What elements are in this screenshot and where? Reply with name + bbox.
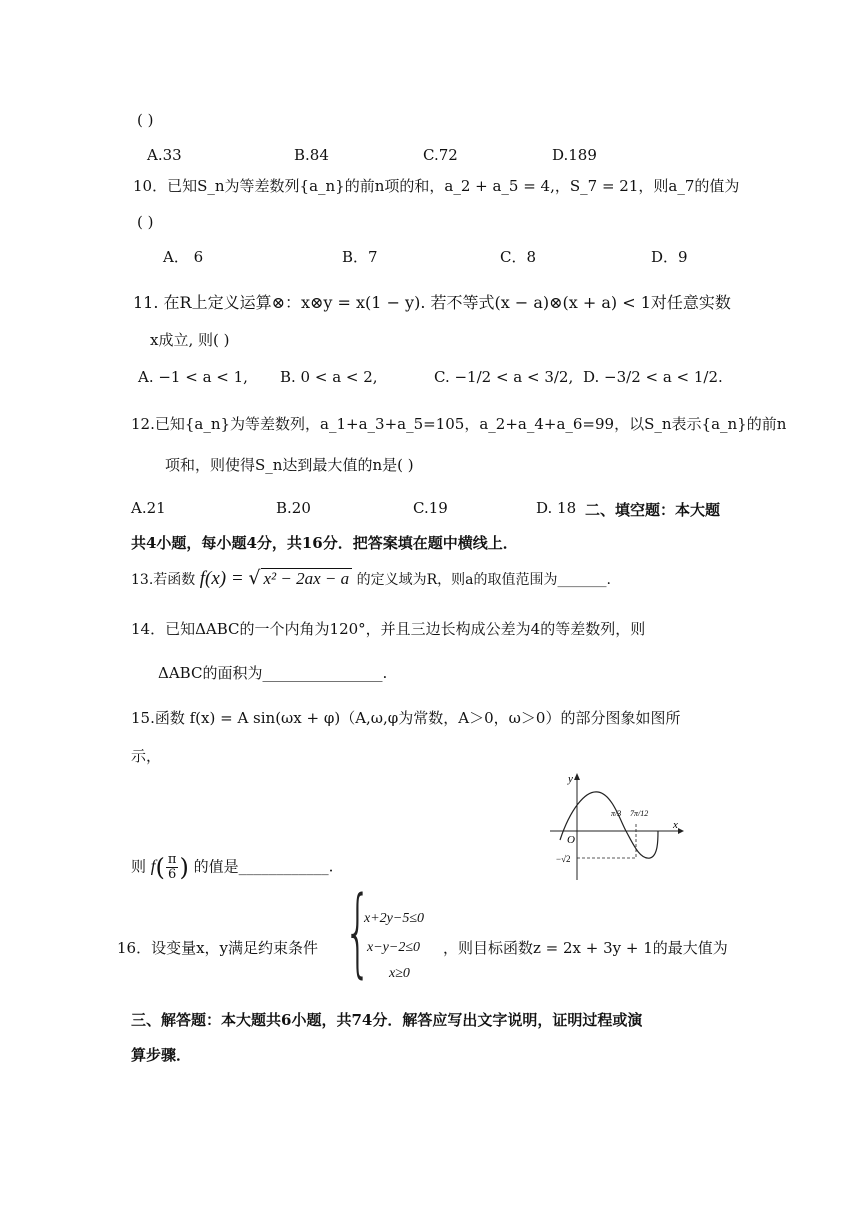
q16-prefix: 16．设变量x，y满足约束条件	[117, 939, 319, 957]
q10-option-b: B．7	[342, 248, 378, 266]
q15-line1: 15.函数 f(x) = A sin(ωx + φ)（A,ω,φ为常数，A＞0，ω＞0）的部分图象如图所	[131, 709, 681, 727]
y-axis-label: y	[568, 773, 573, 785]
tick-pi-over-3-label: π/3	[611, 809, 622, 818]
origin-label: O	[567, 834, 575, 846]
q13-line: 13.若函数 f(x) = √ x² − 2ax − a 的定义域为R，则a的取值范围为_______.	[131, 567, 611, 589]
sine-curve	[560, 792, 658, 858]
q10-answer-paren: ( )	[137, 213, 154, 231]
q9-answer-paren: ( )	[137, 111, 154, 129]
neg-sqrt2-label: −√2	[556, 854, 571, 864]
q16-constraint-2: x−y−2≤0	[367, 940, 421, 955]
q10-option-a: A． 6	[163, 248, 204, 266]
q16-constraint-1: x+2y−5≤0	[364, 911, 425, 926]
q11-option-c: C. −1/2 < a < 3/2,	[434, 368, 574, 386]
q9-option-d: D.189	[552, 146, 597, 164]
q12-option-b: B.20	[276, 499, 311, 517]
q10-stem: 10．已知S_n为等差数列{a_n}的前n项的和，a_2 + a_5 = 4,，S_7 = 21，则a_7的值为	[133, 177, 740, 195]
q16-constraint-3: x≥0	[389, 966, 410, 981]
q14-line2: ΔABC的面积为________________.	[158, 664, 388, 682]
q12-stem-cont: 项和，则使得S_n达到最大值的n是( )	[165, 456, 414, 474]
q10-option-d: D．9	[651, 248, 688, 266]
section2-heading-part2: 共4小题，每小题4分，共16分．把答案填在题中横线上．	[131, 534, 518, 552]
q12-option-c: C.19	[413, 499, 448, 517]
q9-option-a: A.33	[147, 146, 182, 164]
q12-option-d: D. 18	[536, 499, 577, 517]
q15-line3: 则 f( $\frac{\pi}{6}$ ) 的值是____________.	[131, 852, 334, 882]
q15-line3-prefix: 则	[131, 857, 147, 876]
constraint-brace: {	[344, 876, 372, 988]
tick-7pi-over-12-label: 7π/12	[630, 809, 649, 818]
q13-function: f(x) =	[199, 568, 249, 589]
q13-prefix: 13.若函数	[131, 572, 196, 588]
q15-sine-graph	[540, 770, 690, 885]
y-axis-arrow-icon	[574, 773, 580, 780]
x-axis-arrow-icon	[678, 828, 684, 834]
q13-radicand: x² − 2ax − a	[261, 568, 353, 588]
q16-suffix: ，则目标函数z = 2x + 3y + 1的最大值为	[443, 939, 728, 957]
q11-stem-cont: x成立, 则( )	[150, 331, 230, 349]
q10-option-c: C．8	[500, 248, 537, 266]
q14-line1: 14．已知ΔABC的一个内角为120°，并且三边长构成公差为4的等差数列，则	[131, 620, 646, 638]
q11-option-a: A. −1 < a < 1,	[138, 368, 248, 386]
section2-heading-part1: 二、填空题：本大题	[585, 501, 721, 519]
section3-heading-line2: 算步骤．	[131, 1046, 192, 1064]
q12-option-a: A.21	[131, 499, 166, 517]
q11-option-b: B. 0 < a < 2,	[280, 368, 378, 386]
section3-heading-line1: 三、解答题：本大题共6小题，共74分．解答应写出文字说明，证明过程或演	[131, 1011, 643, 1029]
q15-line2: 示，	[131, 747, 162, 765]
q12-stem: 12.已知{a_n}为等差数列，a_1+a_3+a_5=105，a_2+a_4+a_6=99，以S_n表示{a_n}的前n	[131, 415, 787, 433]
q15-line3-suffix: 的值是____________.	[193, 857, 334, 876]
q9-option-c: C.72	[423, 146, 458, 164]
q9-option-b: B.84	[294, 146, 329, 164]
q11-stem: 11. 在R上定义运算⊗：x⊗y = x(1 − y). 若不等式(x − a)⊗(x + a) < 1对任意实数	[133, 293, 731, 312]
q11-option-d: D. −3/2 < a < 1/2.	[583, 368, 723, 386]
x-axis-label: x	[673, 819, 678, 831]
q13-suffix: 的定义域为R，则a的取值范围为_______.	[356, 572, 611, 588]
